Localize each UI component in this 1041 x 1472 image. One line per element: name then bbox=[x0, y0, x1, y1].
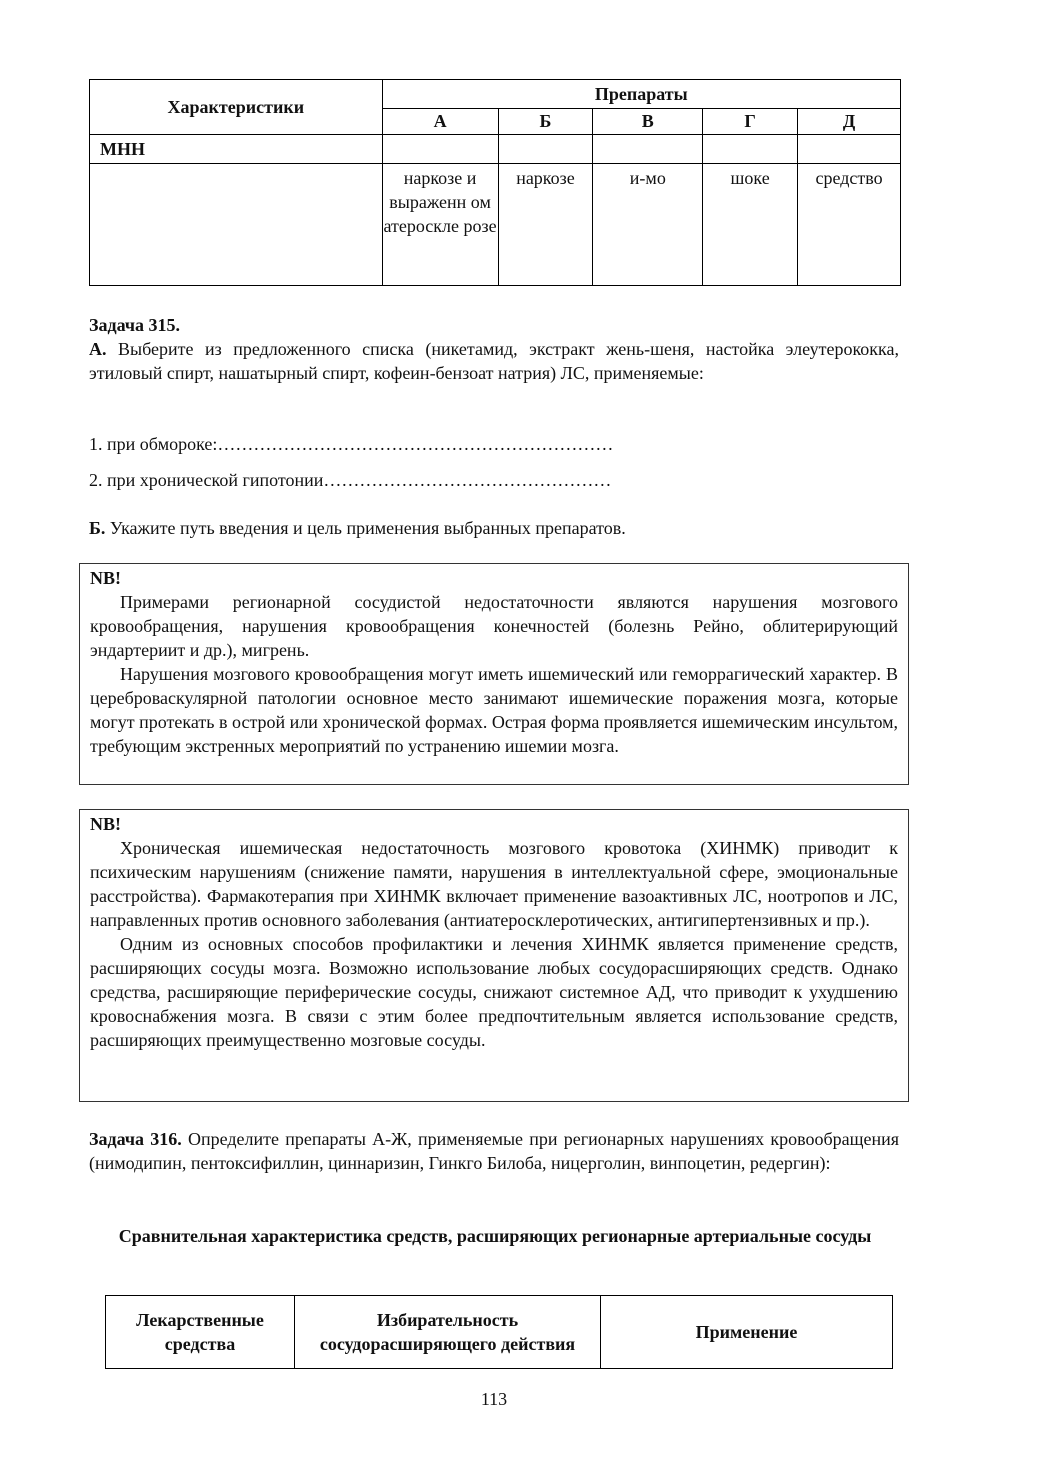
task-316 bbox=[89, 1127, 899, 1175]
header-selectivity-col: Избирательность сосудорасширяющего действия bbox=[295, 1296, 601, 1369]
table-cell: наркозе bbox=[498, 164, 593, 286]
page-number: 113 bbox=[480, 1389, 508, 1409]
header-drugs-col: Лекарственные средства bbox=[106, 1296, 295, 1369]
drugs-comparison-table bbox=[89, 79, 901, 286]
table-cell: шоке bbox=[703, 164, 798, 286]
col-a: А bbox=[382, 109, 498, 135]
part-a-label: А. bbox=[89, 339, 107, 359]
table-cell bbox=[703, 135, 798, 164]
col-d: Д bbox=[798, 109, 901, 135]
col-b: Б bbox=[498, 109, 593, 135]
row-mnn-label: МНН bbox=[90, 135, 383, 164]
task-316-text: Определите препараты А-Ж, применяемые при регионарных нарушениях кровообращения (нимодипин, пентоксифиллин, циннаризин, Гинкго Билоба, ницерголин, винпоцетин, редергин): bbox=[89, 1129, 900, 1173]
section-heading: Сравнительная характеристика средств, расширяющих регионарные артериальные сосуды bbox=[118, 1226, 872, 1246]
task-315-title: Задача 315. bbox=[89, 315, 181, 335]
comparison-table bbox=[105, 1295, 893, 1369]
header-characteristics: Характеристики bbox=[90, 80, 383, 135]
col-g: Г bbox=[703, 109, 798, 135]
table-cell: и-мо bbox=[593, 164, 703, 286]
nb-box-1 bbox=[79, 563, 909, 785]
part-b-label: Б. bbox=[89, 518, 106, 538]
part-b-text: Укажите путь введения и цель применения выбранных препаратов. bbox=[109, 518, 626, 538]
header-drugs: Препараты bbox=[382, 80, 900, 109]
table-cell bbox=[593, 135, 703, 164]
nb-2-paragraph-2: Одним из основных способов профилактики и лечения ХИНМК является применение средств, расширяющих сосуды мозга. Возможно использование любых сосудорасширяющих средств. Однако средства, расширяющие периферические сосуды, снижают системное АД, что приводит к ухудшению кровоснабжения мозга. В связи с этим более предпочтительным является использование средств, расширяющих преимущественно мозговые сосуды. bbox=[90, 934, 898, 1050]
table-cell: средство bbox=[798, 164, 901, 286]
nb-2-paragraph-1: Хроническая ишемическая недостаточность мозгового кровотока (ХИНМК) приводит к психическим нарушениям (снижение памяти, нарушения в интеллектуальной сфере, эмоциональные расстройства). Фармакотерапия при ХИНМК включает применение вазоактивных ЛС, ноотропов и ЛС, направленных против основного заболевания (антиатеросклеротических, антигипертензивных и пр.). bbox=[90, 838, 898, 930]
task-316-title: Задача 316. bbox=[89, 1129, 182, 1149]
table-cell: наркозе и выраженн ом атероскле розе bbox=[382, 164, 498, 286]
table-cell bbox=[90, 164, 383, 286]
table-cell bbox=[498, 135, 593, 164]
task-315-part-a bbox=[89, 337, 899, 385]
task-315-part-b bbox=[89, 516, 901, 540]
nb-1-paragraph-1: Примерами регионарной сосудистой недостаточности являются нарушения мозгового кровообращения, нарушения кровообращения конечностей (болезнь Рейно, облитерирующий эндартериит и др.), мигрень. bbox=[90, 592, 898, 660]
nb-2-title: NB! bbox=[90, 814, 121, 834]
task-315-item-1: 1. при обмороке:………………………………………………………… bbox=[89, 434, 614, 454]
nb-box-2 bbox=[79, 809, 909, 1102]
table-cell bbox=[382, 135, 498, 164]
table-cell bbox=[798, 135, 901, 164]
nb-1-title: NB! bbox=[90, 568, 121, 588]
header-application-col: Применение bbox=[601, 1296, 893, 1369]
nb-1-paragraph-2: Нарушения мозгового кровообращения могут иметь ишемический или геморрагический характер. В цереброваскулярной патологии основное место занимают ишемические поражения мозга, которые могут протекать в острой или хронической формах. Острая форма проявляется ишемическим инсультом, требующим экстренных мероприятий по устранению ишемии мозга. bbox=[90, 664, 898, 756]
col-v: В bbox=[593, 109, 703, 135]
part-a-text: Выберите из предложенного списка (никетамид, экстракт жень-шеня, настойка элеутерококка, этиловый спирт, нашатырный спирт, кофеин-бензоат натрия) ЛС, применяемые: bbox=[89, 339, 900, 383]
task-315-item-2: 2. при хронической гипотонии………………………………………… bbox=[89, 470, 612, 490]
